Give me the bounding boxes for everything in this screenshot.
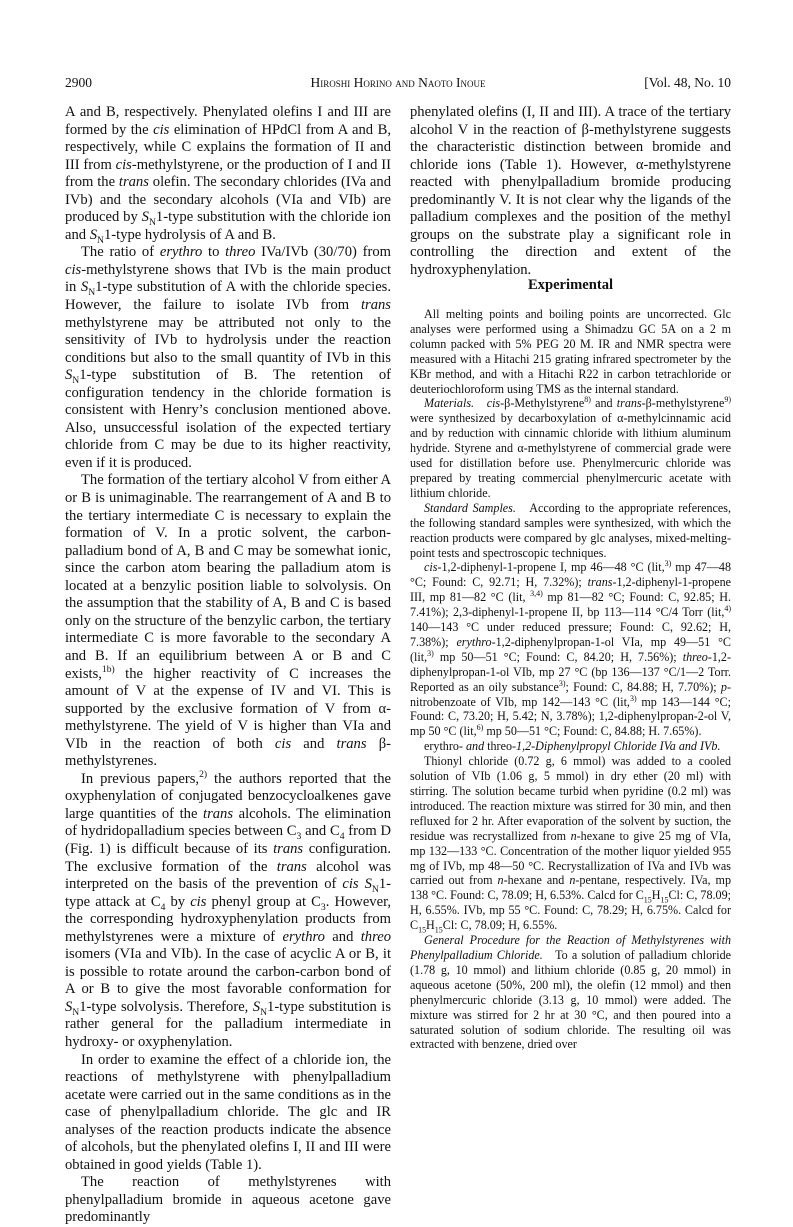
running-header <box>65 74 731 92</box>
paragraph-chloride-heading: erythro- and threo-1,2-Diphenylpropyl Chloride IVa and IVb. <box>424 739 721 754</box>
paragraph-previous-papers: In previous papers,$^{2)}$ the authors reported that the oxyphenylation of conjugated benzocycloalkenes gave large quantities of the trans alcohols. The elimination of hydridopalladium species between $C_3$ and $C_4$ from D (Fig. 1) is difficult because of its trans configuration. The exclusive formation of the trans alcohol was interpreted on the basis of the prevention of cis $S_N1$-type attack at $C_4$ by cis phenyl group at $C_3$. However, the corresponding hydroxyphenylation products from methylstyrenes were a mixture of erythro and threo isomers (VIa and VIb). In the case of acyclic A or B, it is possible to rotate around the carbon-carbon bond of A or B to give the most favorable conformation for $S_N1$-type solvolysis. Therefore, $S_N1$-type substitution is rather general for the palladium intermediate in hydroxy- or oxyphenylation. <box>65 768 392 1050</box>
paragraph-standard-samples: Standard Samples. According to the appropriate references, the following standard samples were synthesized, with which the reaction products were compared by glc analyses, mixed-melting-point tests and spectroscopic techniques. <box>410 500 731 560</box>
page-number: 2900 <box>65 75 92 90</box>
paragraph-tertiary-alcohol: The formation of the tertiary alcohol V from either A or B is unimaginable. The rearrangement of A and B to the tertiary intermediate C is necessary to explain the formation of V. In a protic solvent, the carbon-palladium bond of A, B and C may be somewhat ionic, since the carbon atom bearing the palladium atom is located at a benzylic position liable to solvolysis. On the assumption that the stability of A, B and C is based only on the structure of the benzylic carbon, the tertiary intermediate C is more favorable to the secondary A and B. If an equilibrium between A or B and C exists,$^{1b)}$ the higher reactivity of C increases the amount of V at the expense of IV and VI. This is supported by the exclusive formation of V from α-methylstyrene. The yield of V is higher than VIa and VIb in the reaction of both cis and trans β-methylstyrenes. <box>65 472 391 770</box>
left-column <box>65 104 391 1227</box>
paragraph-bromide: The reaction of methylstyrenes with phenylpalladium bromide in aqueous acetone gave predominantly <box>65 1174 391 1226</box>
volume-info: [Vol. 48, No. 10 <box>644 75 731 90</box>
experimental-section <box>410 307 731 1052</box>
paragraph-bromide-continued: phenylated olefins (I, II and III). A trace of the tertiary alcohol V in the reaction of β-methylstyrene suggests the characteristic distinction between bromide and chloride ions (Table 1). However, α-methylstyrene reacted with phenylpalladium bromide producing predominantly V. It is not clear why the ligands of the palladium complexes and the position of the methyl groups on the substrate play a significant role in controlling the direction and extent of the hydroxyphenylation. <box>410 104 731 278</box>
paragraph-sample-data: cis-1,2-diphenyl-1-propene I, mp 46—48 °C (lit,$^{3)}$ mp 47—48 °C; Found: C, 92.71; H, 7.32%); trans-1,2-diphenyl-1-propene III, mp 81—82 °C (lit, $^{3,4)}$ mp 81—82 °C; Found: C, 92.85; H. 7.41%); 2,3-diphenyl-1-propene II, bp 113—114 °C/4 Torr (lit,$^{4)}$ 140—143 °C under reduced pressure; Found: C, 92.62; H, 7.38%); erythro-1,2-diphenylpropan-1-ol VIa, mp 49—51 °C (lit,$^{3)}$ mp 50—51 °C; Found: C, 84.20; H, 7.56%); threo-1,2-diphenylpropan-1-ol VIb, mp 27 °C (bp 136—137 °C/1—2 Torr. Reported as an oily substance$^{3)}$; Found: C, 84.88; H, 7.70%); p-nitrobenzoate of VIb, mp 142—143 °C (lit,$^{3)}$ mp 143—144 °C; Found: C, 73.20; H, 5.42; N, 3.78%); 1,2-diphenylpropan-2-ol V, mp 50 °C (lit,$^{6)}$ mp 50—51 °C; Found: C, 84.88; H. 7.65%). <box>410 559 731 739</box>
paragraph-general-procedure: General Procedure for the Reaction of Methylstyrenes with Phenylpalladium Chloride. To a solution of palladium chloride (1.78 g, 10 mmol) and lithium chloride (0.85 g, 20 mmol) in aqueous acetone (50%, 200 ml), the olefin (12 mmol) and then phenylmercuric chloride (3.13 g, 10 mmol) were added. The mixture was stirred for 2 hr at 30 °C, and then poured into a saturated solution of sodium chloride. The resulting oil was extracted with benzene, dried over <box>410 933 731 1052</box>
running-authors: Hiroshi Horino and Naoto Inoue <box>310 75 486 90</box>
paragraph-chloride-prep: Thionyl chloride (0.72 g, 6 mmol) was added to a cooled solution of VIb (1.06 g, 5 mmol) in dry ether (20 ml) with stirring. The solution became turbid when pyridine (0.2 ml) was introduced. The reaction mixture was stirred for 30 min, and then refluxed for 2 hr. After evaporation of the solvent by suction, the residue was recrystallized from n-hexane to give 25 mg of VIa, mp 132—133 °C. Concentration of the mother liquor yielded 955 mg of IVb, mp 48—50 °C. Recrystallization of IVa and IVb was carried out from n-hexane and n-pentane, respectively. IVa, mp 138 °C. Found: C, 78.09; H, 6.53%. Calcd for $C_{15}H_{15}Cl$: C, 78.09; H, 6.55%. IVb, mp 55 °C. Found: C, 78.29; H, 6.75%. Calcd for $C_{15}H_{15}Cl$: C, 78.09; H, 6.55%. <box>410 754 732 935</box>
paragraph-continued: A and B, respectively. Phenylated olefins I and III are formed by the cis elimination of HPdCl from A and B, respectively, while C explains the formation of II and III from cis-methylstyrene, or the production of I and II from the trans olefin. The secondary chlorides (IVa and IVb) and the secondary alcohols (VIa and VIb) are produced by $S_N1$-type substitution with the chloride ion and $S_N1$-type hydrolysis of A and B. <box>65 104 391 246</box>
section-heading: Experimental <box>527 277 614 293</box>
paragraph-general-methods: All melting points and boiling points are uncorrected. Glc analyses were performed using a Shimadzu GC 5A on a 2 m column packed with 5% PEG 20 M. IR and NMR spectra were measured with a Hitachi 215 grating infrared spectrometer by the KBr method, and with a Hitachi R22 in carbon tetrachloride or deuteriochloroform using TMS as the internal standard. <box>410 307 731 396</box>
paragraph-erythro-threo-ratio: The ratio of erythro to threo IVa/IVb (30/70) from cis-methylstyrene shows that IVb is the main product in $S_N1$-type substitution of A with the chloride species. However, the failure to isolate IVb from trans methylstyrene may be attributed not only to the sensitivity of IVb to hydrolysis under the reaction conditions but also to the small quantity of IVb in this $S_N1$-type substitution of B. The retention of configuration tendency in the chloride formation is consistent with Henry’s conclusion mentioned above. Also, unsuccessful isolation of the expected tertiary chloride from C may be due to its higher reactivity, even if it is produced. <box>65 244 391 471</box>
right-column-top <box>410 104 731 279</box>
paragraph-chloride-effect: In order to examine the effect of a chloride ion, the reactions of methylstyrene with phenylpalladium acetate were carried out in the same conditions as in the case of phenylpalladium chloride. The glc and IR analyses of the reaction products indicate the absence of alcohols, but the phenylated olefins I, II and III were obtained in good yields (Table 1). <box>65 1051 391 1173</box>
paragraph-materials: Materials. cis-β-Methylstyrene$^{8)}$ and trans-β-methylstyrene$^{9)}$ were synthesized by decarboxylation of α-methylcinnamic acid and by reduction with cinnamic chloride with lithium aluminum hydride. Styrene and α-methylstyrene of commercial grade were used for distillation before use. Phenylmercuric chloride was prepared by treating commercial phenylmercuric acetate with lithium chloride. <box>410 395 731 500</box>
